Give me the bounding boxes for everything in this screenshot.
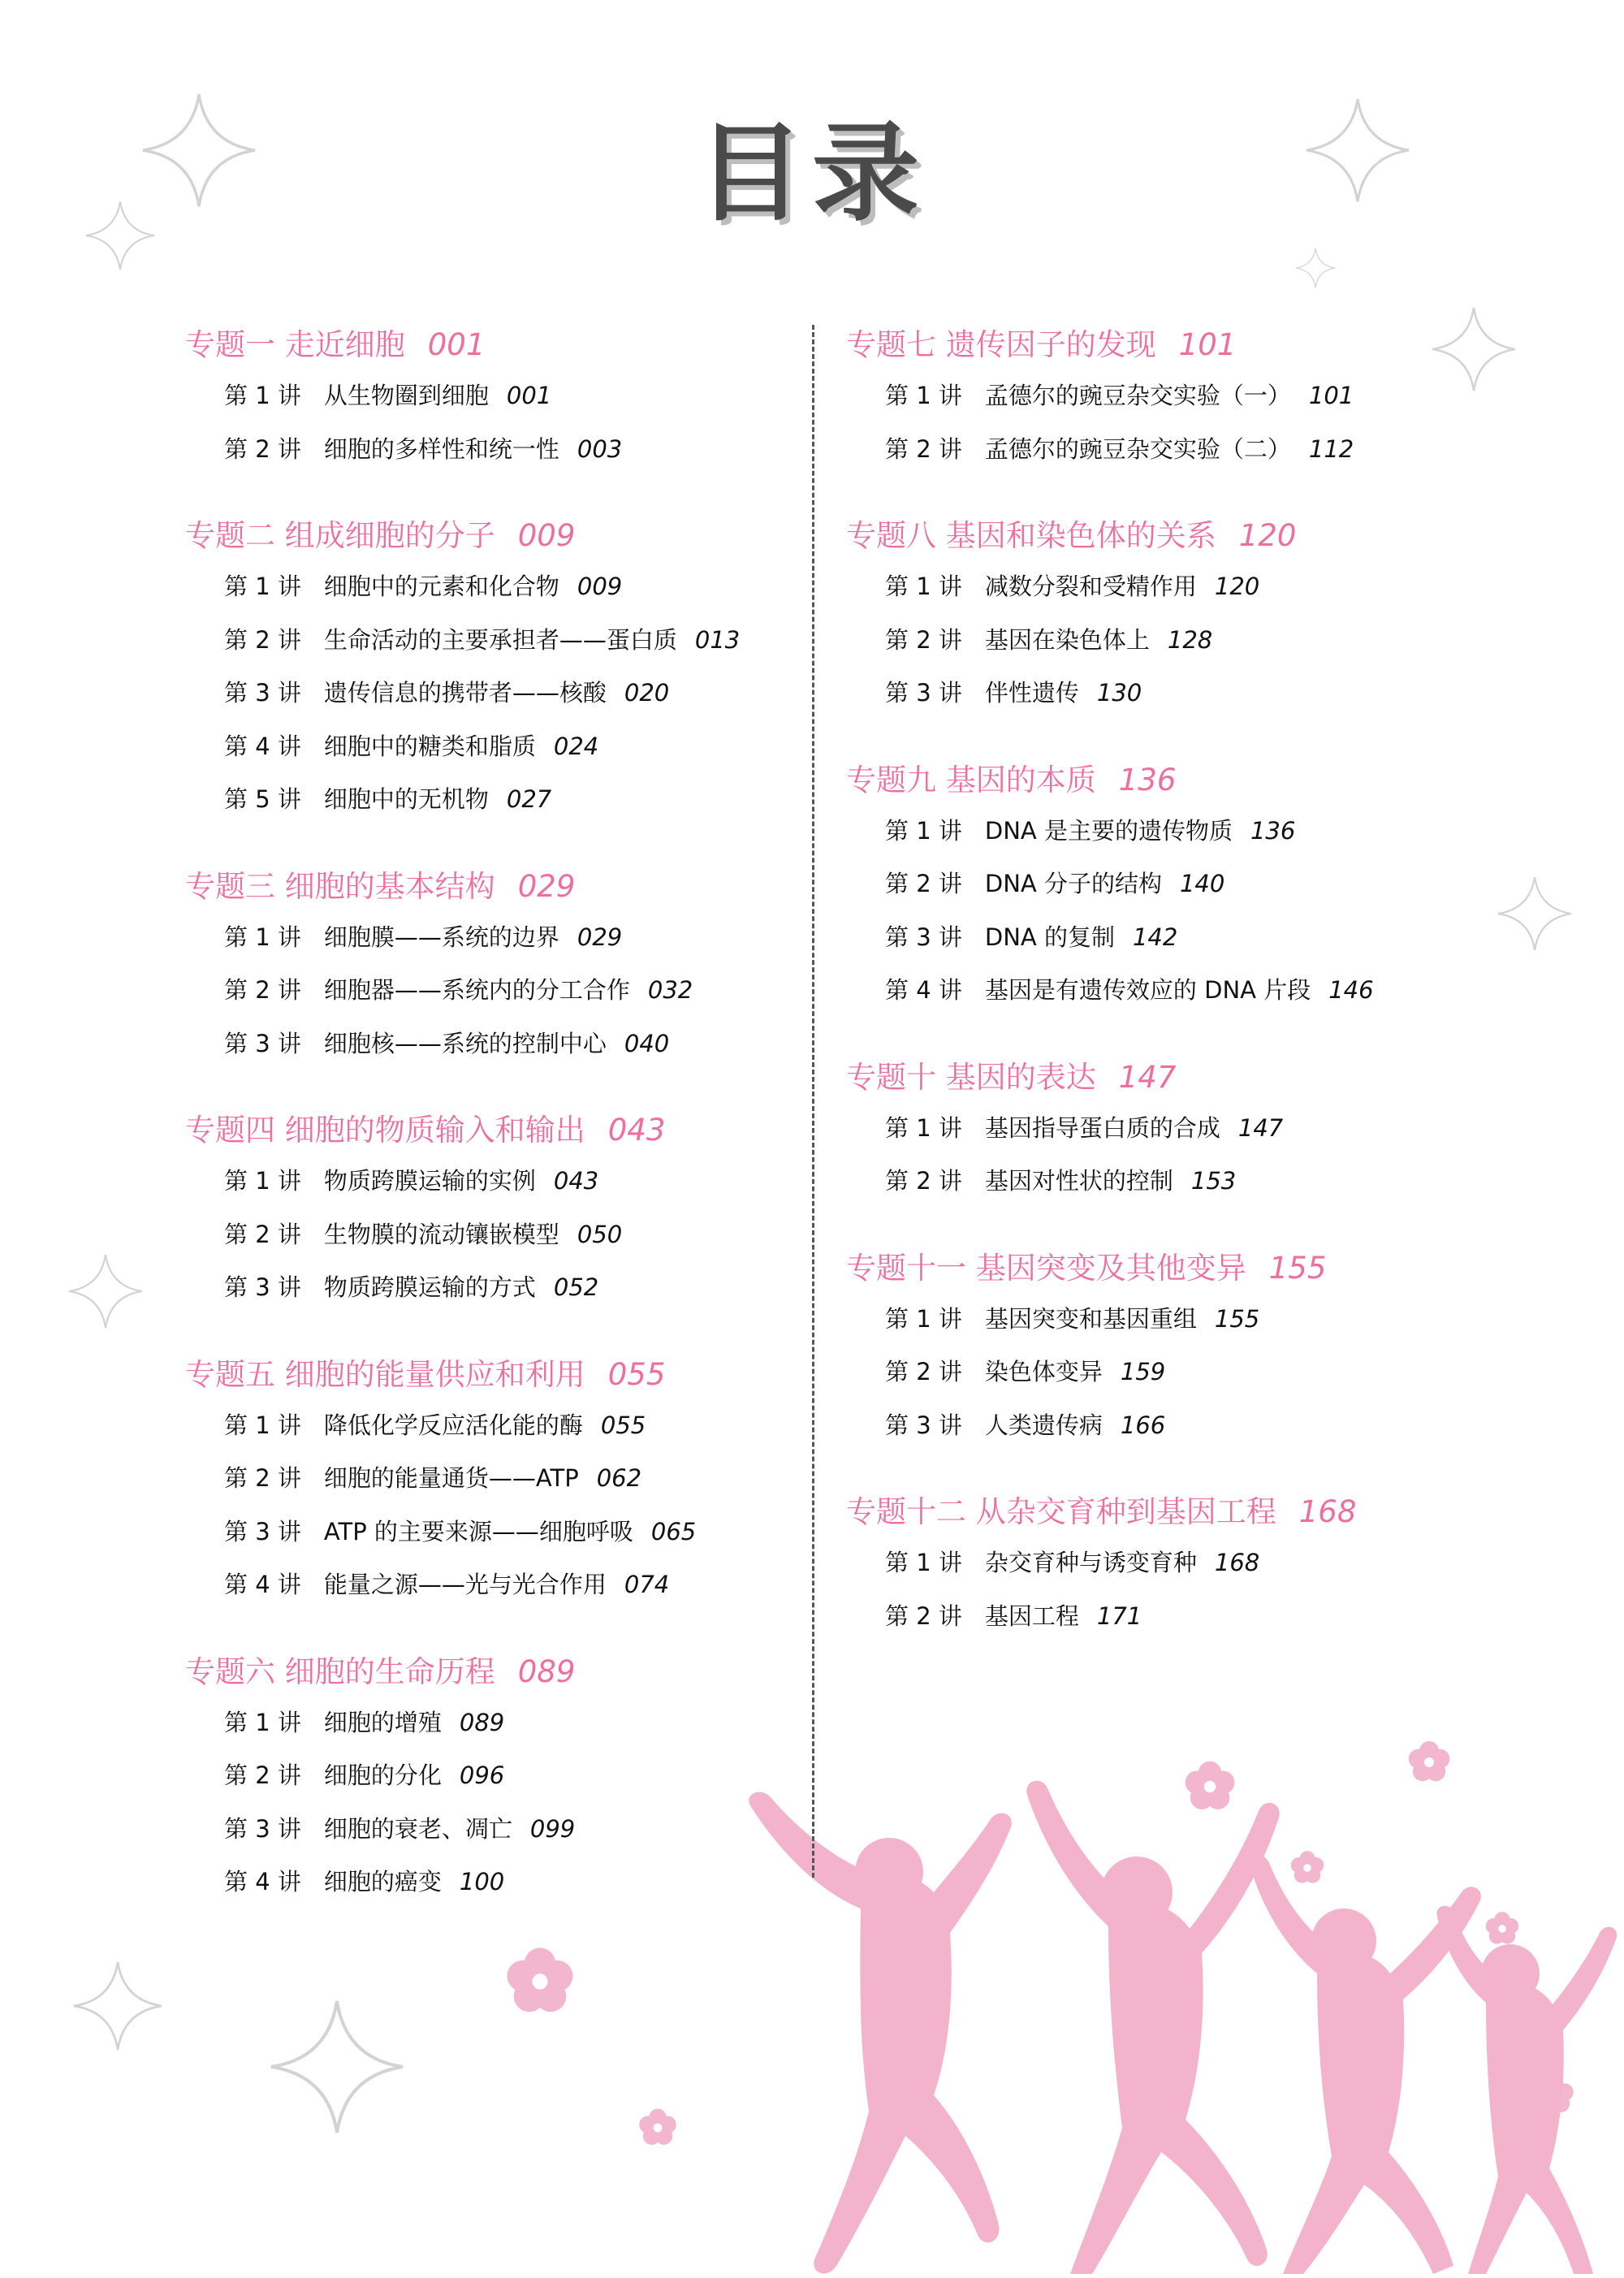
toc-topic <box>846 321 1479 476</box>
toc-topic <box>185 512 810 827</box>
lesson-title: 生物膜的流动镶嵌模型 <box>323 1220 559 1248</box>
topic-page-number: 089 <box>517 1653 576 1689</box>
lesson-page-number: 140 <box>1179 870 1225 897</box>
toc-entry <box>846 1102 1479 1156</box>
topic-heading <box>846 1488 1479 1537</box>
topic-title-text: 专题三 细胞的基本结构 <box>185 868 495 904</box>
lesson-page-number: 027 <box>506 785 552 813</box>
lesson-page-number: 159 <box>1120 1358 1166 1385</box>
topic-heading <box>185 1648 810 1697</box>
lesson-number: 第 3 讲 <box>885 679 962 707</box>
topic-heading <box>846 1053 1479 1102</box>
lesson-title: 细胞中的无机物 <box>323 785 489 813</box>
lesson-page-number: 155 <box>1214 1304 1260 1333</box>
lesson-page-number: 142 <box>1132 923 1178 951</box>
lesson-page-number: 003 <box>577 434 623 463</box>
lesson-number: 第 2 讲 <box>224 976 301 1004</box>
lesson-page-number: 013 <box>694 625 741 654</box>
topic-page-number: 155 <box>1268 1250 1327 1286</box>
toc-entry <box>185 370 810 423</box>
topic-page-number: 147 <box>1118 1059 1177 1095</box>
toc-entry <box>185 614 810 668</box>
toc-entry <box>185 560 810 614</box>
lesson-page-number: 153 <box>1190 1167 1237 1195</box>
toc-entry <box>846 858 1479 911</box>
topic-page-number: 043 <box>607 1113 666 1148</box>
lesson-title: 细胞的分化 <box>323 1761 442 1789</box>
lesson-number: 第 4 讲 <box>224 1868 301 1895</box>
lesson-number: 第 2 讲 <box>885 870 962 897</box>
toc-entry <box>185 1856 810 1909</box>
lesson-page-number: 074 <box>624 1571 670 1598</box>
lesson-page-number: 136 <box>1250 816 1296 845</box>
toc-topic <box>185 1106 810 1315</box>
lesson-number: 第 2 讲 <box>885 1358 962 1385</box>
lesson-title: 减数分裂和受精作用 <box>984 573 1197 600</box>
toc-topic <box>846 1244 1479 1453</box>
toc-entry <box>185 1803 810 1857</box>
toc-entry <box>185 1208 810 1262</box>
topic-page-number: 001 <box>427 327 486 362</box>
toc-entry <box>846 370 1479 423</box>
topic-heading <box>846 321 1479 370</box>
lesson-number: 第 2 讲 <box>885 625 962 654</box>
toc-entry <box>185 964 810 1018</box>
toc-topic <box>846 1488 1479 1643</box>
toc-entry <box>185 1261 810 1315</box>
lesson-title: 伴性遗传 <box>984 679 1079 707</box>
lesson-title: 孟德尔的豌豆杂交实验（一） <box>984 382 1291 409</box>
topic-title-text: 专题二 组成细胞的分子 <box>185 518 495 553</box>
lesson-page-number: 166 <box>1120 1411 1166 1439</box>
lesson-title: 孟德尔的豌豆杂交实验（二） <box>984 434 1291 463</box>
lesson-number: 第 2 讲 <box>224 625 301 654</box>
lesson-title: 基因是有遗传效应的 DNA 片段 <box>984 976 1311 1004</box>
lesson-page-number: 171 <box>1096 1602 1142 1630</box>
lesson-title: 细胞的衰老、凋亡 <box>323 1814 512 1843</box>
lesson-number: 第 1 讲 <box>885 382 962 409</box>
lesson-page-number: 020 <box>624 679 670 707</box>
toc-entry <box>185 1452 810 1506</box>
lesson-page-number: 146 <box>1328 976 1374 1004</box>
lesson-number: 第 3 讲 <box>224 1273 301 1301</box>
lesson-page-number: 101 <box>1308 382 1354 409</box>
lesson-title: 杂交育种与诱变育种 <box>984 1549 1197 1576</box>
lesson-title: 能量之源——光与光合作用 <box>323 1571 607 1598</box>
lesson-title: 遗传信息的携带者——核酸 <box>323 679 607 707</box>
lesson-number: 第 3 讲 <box>224 679 301 707</box>
lesson-number: 第 1 讲 <box>224 923 301 951</box>
lesson-number: 第 4 讲 <box>224 1571 301 1598</box>
toc-entry <box>846 805 1479 858</box>
lesson-page-number: 009 <box>577 573 623 600</box>
lesson-page-number: 001 <box>506 382 552 409</box>
toc-topic <box>185 1648 810 1909</box>
lesson-page-number: 050 <box>577 1220 623 1248</box>
lesson-number: 第 1 讲 <box>885 573 962 600</box>
lesson-number: 第 3 讲 <box>224 1517 301 1545</box>
lesson-page-number: 062 <box>596 1464 642 1492</box>
lesson-title: 细胞的能量通货——ATP <box>323 1464 579 1492</box>
lesson-title: 细胞中的糖类和脂质 <box>323 732 536 760</box>
lesson-title: DNA 的复制 <box>984 923 1115 951</box>
lesson-title: 细胞器——系统内的分工合作 <box>323 976 630 1004</box>
lesson-title: 细胞膜——系统的边界 <box>323 923 559 951</box>
lesson-page-number: 100 <box>459 1868 505 1895</box>
lesson-title: 细胞核——系统的控制中心 <box>323 1029 607 1057</box>
topic-page-number: 055 <box>607 1356 666 1392</box>
toc-entry <box>846 1155 1479 1208</box>
topic-page-number: 029 <box>517 868 576 904</box>
lesson-number: 第 1 讲 <box>224 573 301 600</box>
toc-entry <box>185 1399 810 1453</box>
toc-topic <box>846 512 1479 720</box>
toc-entry <box>846 1537 1479 1590</box>
toc-entry <box>185 1558 810 1612</box>
lesson-title: 基因对性状的控制 <box>984 1167 1173 1195</box>
lesson-title: 基因工程 <box>984 1602 1079 1630</box>
toc-entry <box>846 1293 1479 1346</box>
lesson-title: 物质跨膜运输的实例 <box>323 1167 536 1195</box>
lesson-page-number: 055 <box>600 1411 646 1439</box>
toc-entry <box>846 614 1479 668</box>
toc-entry <box>185 720 810 774</box>
lesson-number: 第 3 讲 <box>224 1814 301 1843</box>
lesson-number: 第 2 讲 <box>885 1602 962 1630</box>
topic-title-text: 专题七 遗传因子的发现 <box>846 327 1156 362</box>
toc-entry <box>846 911 1479 965</box>
lesson-number: 第 1 讲 <box>224 1167 301 1195</box>
lesson-title: 物质跨膜运输的方式 <box>323 1273 536 1301</box>
toc-entry <box>846 1399 1479 1453</box>
lesson-title: 细胞的增殖 <box>323 1708 442 1736</box>
lesson-number: 第 1 讲 <box>224 382 301 409</box>
lesson-page-number: 052 <box>553 1273 599 1301</box>
lesson-number: 第 2 讲 <box>224 434 301 463</box>
page-title: 目录 <box>697 111 927 236</box>
lesson-page-number: 040 <box>624 1029 670 1057</box>
topic-heading <box>846 512 1479 560</box>
topic-heading <box>185 512 810 560</box>
toc-entry <box>185 1018 810 1071</box>
lesson-title: 基因突变和基因重组 <box>984 1304 1197 1333</box>
toc-right-column <box>846 321 1479 1679</box>
lesson-title: 从生物圈到细胞 <box>323 382 489 409</box>
lesson-page-number: 029 <box>577 923 623 951</box>
lesson-page-number: 147 <box>1237 1113 1284 1142</box>
lesson-title: 生命活动的主要承担者——蛋白质 <box>323 625 677 654</box>
topic-page-number: 120 <box>1238 518 1297 553</box>
topic-title-text: 专题十二 从杂交育种到基因工程 <box>846 1494 1276 1529</box>
toc-topic <box>185 862 810 1071</box>
lesson-page-number: 024 <box>553 732 599 760</box>
lesson-number: 第 1 讲 <box>885 1304 962 1333</box>
topic-heading <box>185 321 810 370</box>
toc-entry <box>185 423 810 477</box>
lesson-number: 第 1 讲 <box>885 1549 962 1576</box>
topic-heading <box>185 1351 810 1399</box>
lesson-page-number: 043 <box>553 1167 599 1195</box>
lesson-number: 第 1 讲 <box>885 816 962 845</box>
lesson-number: 第 1 讲 <box>224 1708 301 1736</box>
toc-entry <box>185 667 810 720</box>
lesson-title: 基因在染色体上 <box>984 625 1150 654</box>
toc-entry <box>185 773 810 827</box>
lesson-number: 第 3 讲 <box>224 1029 301 1057</box>
column-divider <box>812 325 814 1878</box>
lesson-page-number: 130 <box>1096 679 1142 707</box>
toc-topic <box>846 756 1479 1018</box>
lesson-number: 第 3 讲 <box>885 1411 962 1439</box>
lesson-number: 第 4 讲 <box>885 976 962 1004</box>
topic-title-text: 专题一 走近细胞 <box>185 327 405 362</box>
lesson-page-number: 112 <box>1308 434 1354 463</box>
lesson-number: 第 1 讲 <box>224 1411 301 1439</box>
lesson-title: DNA 分子的结构 <box>984 870 1162 897</box>
lesson-number: 第 3 讲 <box>885 923 962 951</box>
toc-entry <box>185 1749 810 1803</box>
topic-title-text: 专题九 基因的本质 <box>846 762 1096 798</box>
topic-title-text: 专题五 细胞的能量供应和利用 <box>185 1356 585 1392</box>
topic-page-number: 136 <box>1118 762 1177 798</box>
lesson-number: 第 4 讲 <box>224 732 301 760</box>
toc-entry <box>846 560 1479 614</box>
toc-entry <box>846 1590 1479 1644</box>
lesson-number: 第 5 讲 <box>224 785 301 813</box>
topic-title-text: 专题十一 基因突变及其他变异 <box>846 1250 1246 1286</box>
lesson-page-number: 096 <box>459 1761 505 1789</box>
lesson-title: 细胞中的元素和化合物 <box>323 573 559 600</box>
lesson-title: 细胞的癌变 <box>323 1868 442 1895</box>
lesson-page-number: 099 <box>529 1814 576 1843</box>
lesson-title: 人类遗传病 <box>984 1411 1103 1439</box>
topic-title-text: 专题四 细胞的物质输入和输出 <box>185 1113 585 1148</box>
lesson-page-number: 120 <box>1214 573 1260 600</box>
topic-heading <box>185 1106 810 1155</box>
lesson-page-number: 168 <box>1214 1549 1260 1576</box>
toc-topic <box>846 1053 1479 1208</box>
toc-topic <box>185 321 810 476</box>
toc-entry <box>846 964 1479 1018</box>
lesson-title: ATP 的主要来源——细胞呼吸 <box>323 1517 633 1545</box>
lesson-number: 第 2 讲 <box>224 1761 301 1789</box>
toc-entry <box>846 423 1479 477</box>
toc-entry <box>185 1697 810 1750</box>
lesson-title: 染色体变异 <box>984 1358 1103 1385</box>
jumping-people-silhouette <box>749 1781 1617 2274</box>
toc-left-column <box>185 321 810 1945</box>
lesson-number: 第 2 讲 <box>885 1167 962 1195</box>
topic-title-text: 专题八 基因和染色体的关系 <box>846 518 1216 553</box>
toc-entry <box>185 1155 810 1208</box>
topic-page-number: 168 <box>1298 1494 1357 1529</box>
lesson-page-number: 089 <box>459 1708 505 1736</box>
lesson-number: 第 2 讲 <box>885 434 962 463</box>
lesson-page-number: 128 <box>1167 625 1213 654</box>
toc-entry <box>185 911 810 965</box>
lesson-number: 第 2 讲 <box>224 1220 301 1248</box>
lesson-page-number: 065 <box>650 1517 697 1545</box>
topic-page-number: 009 <box>517 518 576 553</box>
topic-title-text: 专题六 细胞的生命历程 <box>185 1653 495 1689</box>
lesson-title: 降低化学反应活化能的酶 <box>323 1411 583 1439</box>
lesson-title: DNA 是主要的遗传物质 <box>984 816 1233 845</box>
lesson-title: 细胞的多样性和统一性 <box>323 434 559 463</box>
toc-topic <box>185 1351 810 1612</box>
lesson-number: 第 2 讲 <box>224 1464 301 1492</box>
topic-heading <box>846 1244 1479 1293</box>
toc-entry <box>185 1506 810 1559</box>
toc-entry <box>846 667 1479 720</box>
topic-heading <box>846 756 1479 805</box>
lesson-title: 基因指导蛋白质的合成 <box>984 1113 1220 1142</box>
lesson-page-number: 032 <box>647 976 693 1004</box>
topic-heading <box>185 862 810 911</box>
topic-page-number: 101 <box>1178 327 1237 362</box>
lesson-number: 第 1 讲 <box>885 1113 962 1142</box>
toc-entry <box>846 1346 1479 1399</box>
topic-title-text: 专题十 基因的表达 <box>846 1059 1096 1095</box>
